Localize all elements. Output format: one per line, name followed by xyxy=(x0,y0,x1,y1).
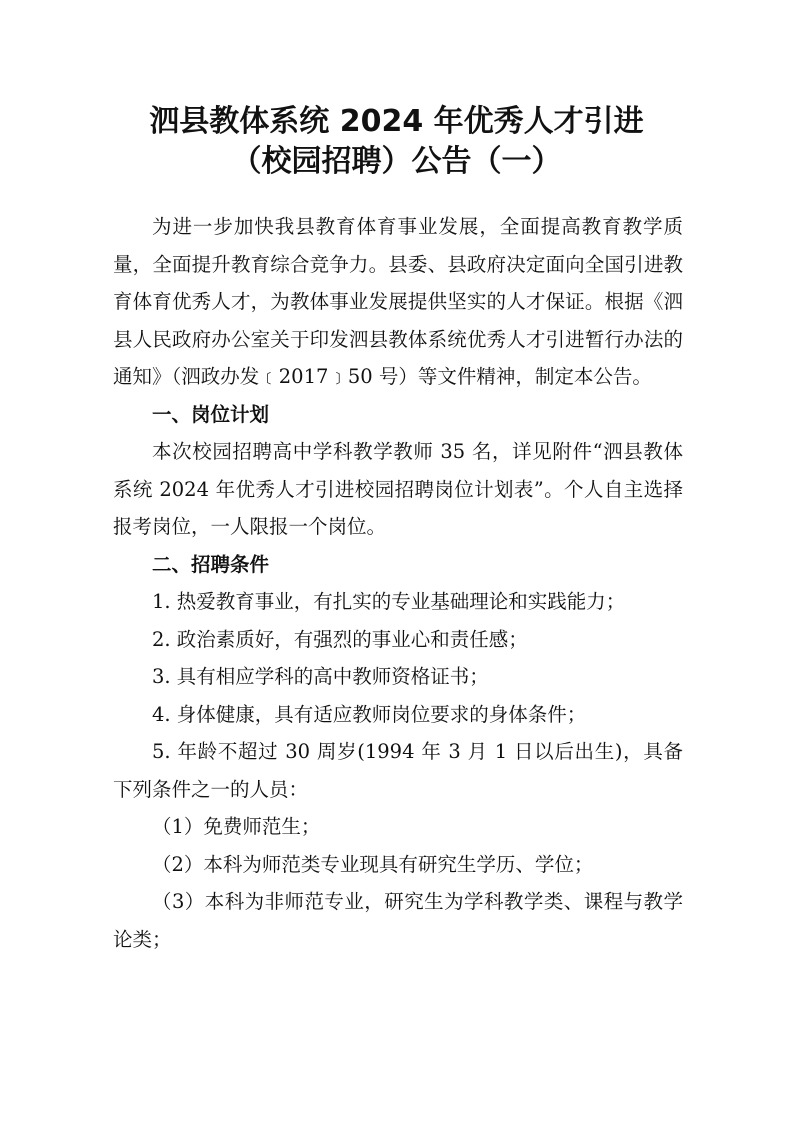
requirement-subitem-2: （2）本科为师范类专业现具有研究生学历、学位； xyxy=(152,852,594,876)
section-heading-requirements: 二、招聘条件 xyxy=(152,552,270,576)
position-plan-paragraph: 本次校园招聘高中学科教学教师 35 名，详见附件“泗县教体系统 2024 年优秀人才引进校园招聘岗位计划表”。个人自主选择报考岗位，一人限报一个岗位。 xyxy=(113,440,683,538)
requirement-subitem-1: （1）免费师范生； xyxy=(152,815,321,838)
requirement-subitem-3: （3）本科为非师范专业，研究生为学科教学类、课程与教学论类； xyxy=(113,890,683,951)
document-title-line-1: 泗县教体系统 2024 年优秀人才引进 xyxy=(149,104,644,139)
intro-paragraph: 为进一步加快我县教育体育事业发展，全面提高教育教学质量，全面提升教育综合竞争力。县委、县政府决定面向全国引进教育体育优秀人才，为教体事业发展提供坚实的人才保证。根据《泗县人民政府办公室关于印发泗县教体系统优秀人才引进暂行办法的通知》（泗政办发﹝2017﹞50 号）等文件精神，制定本公告。 xyxy=(113,215,683,388)
section-heading-position-plan: 一、岗位计划 xyxy=(152,402,270,426)
requirement-item-2: 2. 政治素质好，有强烈的事业心和责任感； xyxy=(152,627,528,651)
requirement-item-4: 4. 身体健康，具有适应教师岗位要求的身体条件； xyxy=(152,702,587,726)
requirement-item-3: 3. 具有相应学科的高中教师资格证书； xyxy=(152,665,489,688)
document-title-line-2: （校园招聘）公告（一） xyxy=(231,144,562,179)
requirement-item-1: 1. 热爱教育事业，有扎实的专业基础理论和实践能力； xyxy=(152,590,626,613)
requirement-item-5: 5. 年龄不超过 30 周岁(1994 年 3 月 1 日以后出生)，具备下列条件之一的人员： xyxy=(113,740,683,801)
document-body xyxy=(113,208,683,958)
